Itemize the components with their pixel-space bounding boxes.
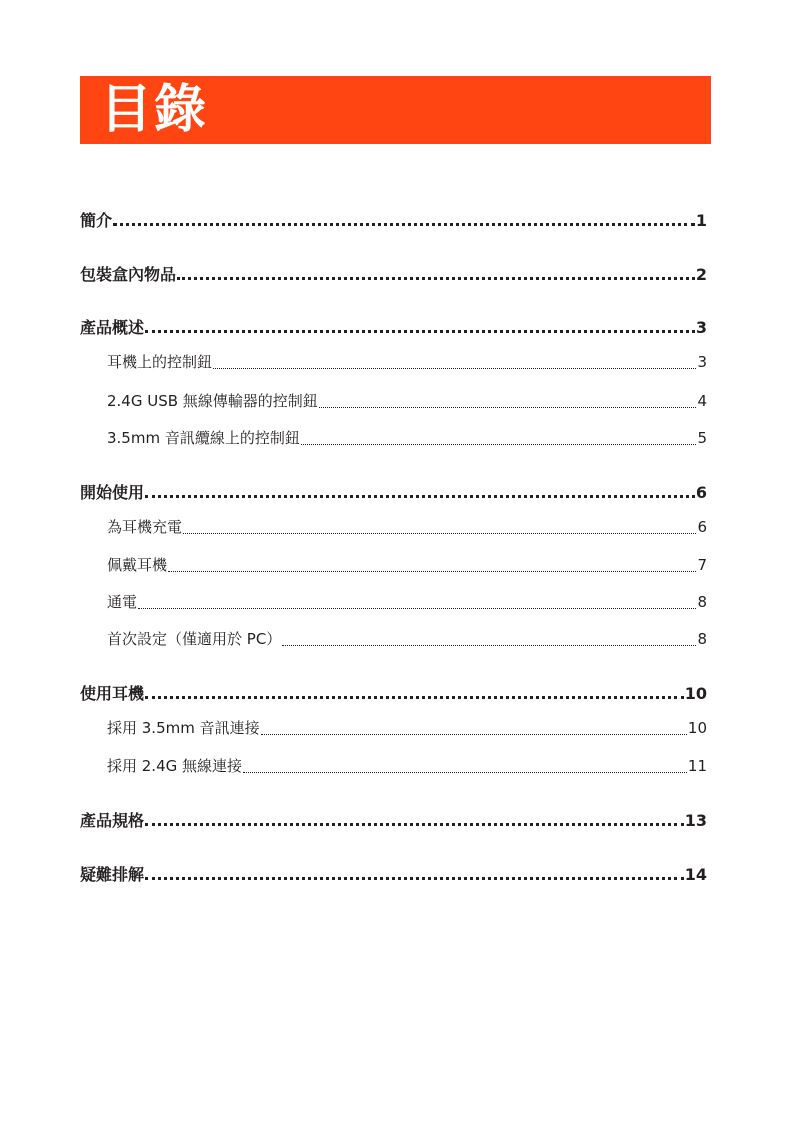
- dot-leader: [145, 877, 684, 880]
- toc-entry-page: 10: [684, 684, 707, 703]
- toc-entry-page: 2: [695, 265, 707, 284]
- toc-entry-label: 首次設定（僅適用於 PC）: [107, 630, 282, 648]
- toc-entry-specifications[interactable]: [80, 808, 707, 830]
- toc-entry-label: 產品規格: [80, 811, 145, 830]
- toc-entry-label: 開始使用: [80, 483, 145, 502]
- toc-entry-label: 為耳機充電: [107, 518, 183, 536]
- toc-entry-label: 疑難排解: [80, 865, 145, 884]
- dot-leader: [145, 696, 684, 699]
- toc-entry-label: 耳機上的控制鈕: [107, 353, 213, 371]
- dot-leader: [319, 407, 697, 408]
- toc-subentry-power-on[interactable]: [107, 591, 707, 613]
- toc-entry-label: 包裝盒內物品: [80, 265, 177, 284]
- title-banner: [80, 76, 711, 144]
- toc-subentry-first-setup[interactable]: [107, 628, 707, 650]
- toc-entry-intro[interactable]: [80, 208, 707, 230]
- toc-entry-page: 14: [684, 865, 707, 884]
- toc-subentry-wearing[interactable]: [107, 554, 707, 576]
- toc-entry-page: 4: [697, 392, 707, 410]
- toc-entry-page: 3: [697, 353, 707, 371]
- toc-entry-label: 通電: [107, 593, 138, 611]
- dot-leader: [145, 823, 684, 826]
- toc-entry-label: 產品概述: [80, 318, 145, 337]
- toc-entry-getting-started[interactable]: [80, 480, 707, 502]
- toc-entry-label: 佩戴耳機: [107, 556, 168, 574]
- toc-entry-label: 3.5mm 音訊纜線上的控制鈕: [107, 429, 300, 447]
- toc-subentry-wireless-connection[interactable]: [107, 755, 707, 777]
- toc-entry-label: 2.4G USB 無線傳輸器的控制鈕: [107, 392, 318, 410]
- toc-entry-page: 11: [687, 757, 707, 775]
- dot-leader: [213, 368, 696, 369]
- dot-leader: [261, 734, 687, 735]
- toc-entry-label: 採用 3.5mm 音訊連接: [107, 719, 260, 737]
- toc-entry-box-contents[interactable]: [80, 262, 707, 284]
- toc-entry-page: 1: [695, 211, 707, 230]
- toc-entry-page: 13: [684, 811, 707, 830]
- toc-entry-label: 採用 2.4G 無線連接: [107, 757, 243, 775]
- toc-entry-page: 10: [687, 719, 707, 737]
- dot-leader: [138, 608, 696, 609]
- toc-entry-page: 8: [697, 630, 707, 648]
- toc-subentry-usb-transmitter-controls[interactable]: [107, 390, 707, 412]
- toc-entry-product-overview[interactable]: [80, 315, 707, 337]
- page-title: 目錄: [100, 80, 209, 140]
- dot-leader: [113, 223, 695, 226]
- toc-entry-page: 8: [697, 593, 707, 611]
- toc-entry-page: 7: [697, 556, 707, 574]
- toc-entry-page: 6: [697, 518, 707, 536]
- toc-entry-label: 使用耳機: [80, 684, 145, 703]
- dot-leader: [177, 277, 695, 280]
- toc-subentry-headset-controls[interactable]: [107, 351, 707, 373]
- toc-entry-page: 6: [695, 483, 707, 502]
- dot-leader: [282, 645, 696, 646]
- toc-entry-using-headset[interactable]: [80, 681, 707, 703]
- toc-entry-troubleshooting[interactable]: [80, 862, 707, 884]
- toc-subentry-wired-connection[interactable]: [107, 717, 707, 739]
- dot-leader: [183, 533, 696, 534]
- toc-subentry-charging[interactable]: [107, 516, 707, 538]
- toc-entry-page: 3: [695, 318, 707, 337]
- toc-entry-label: 簡介: [80, 211, 113, 230]
- toc-subentry-audio-cable-controls[interactable]: [107, 427, 707, 449]
- dot-leader: [145, 495, 695, 498]
- dot-leader: [145, 330, 695, 333]
- dot-leader: [243, 772, 687, 773]
- toc-entry-page: 5: [697, 429, 707, 447]
- dot-leader: [301, 444, 697, 445]
- dot-leader: [168, 571, 696, 572]
